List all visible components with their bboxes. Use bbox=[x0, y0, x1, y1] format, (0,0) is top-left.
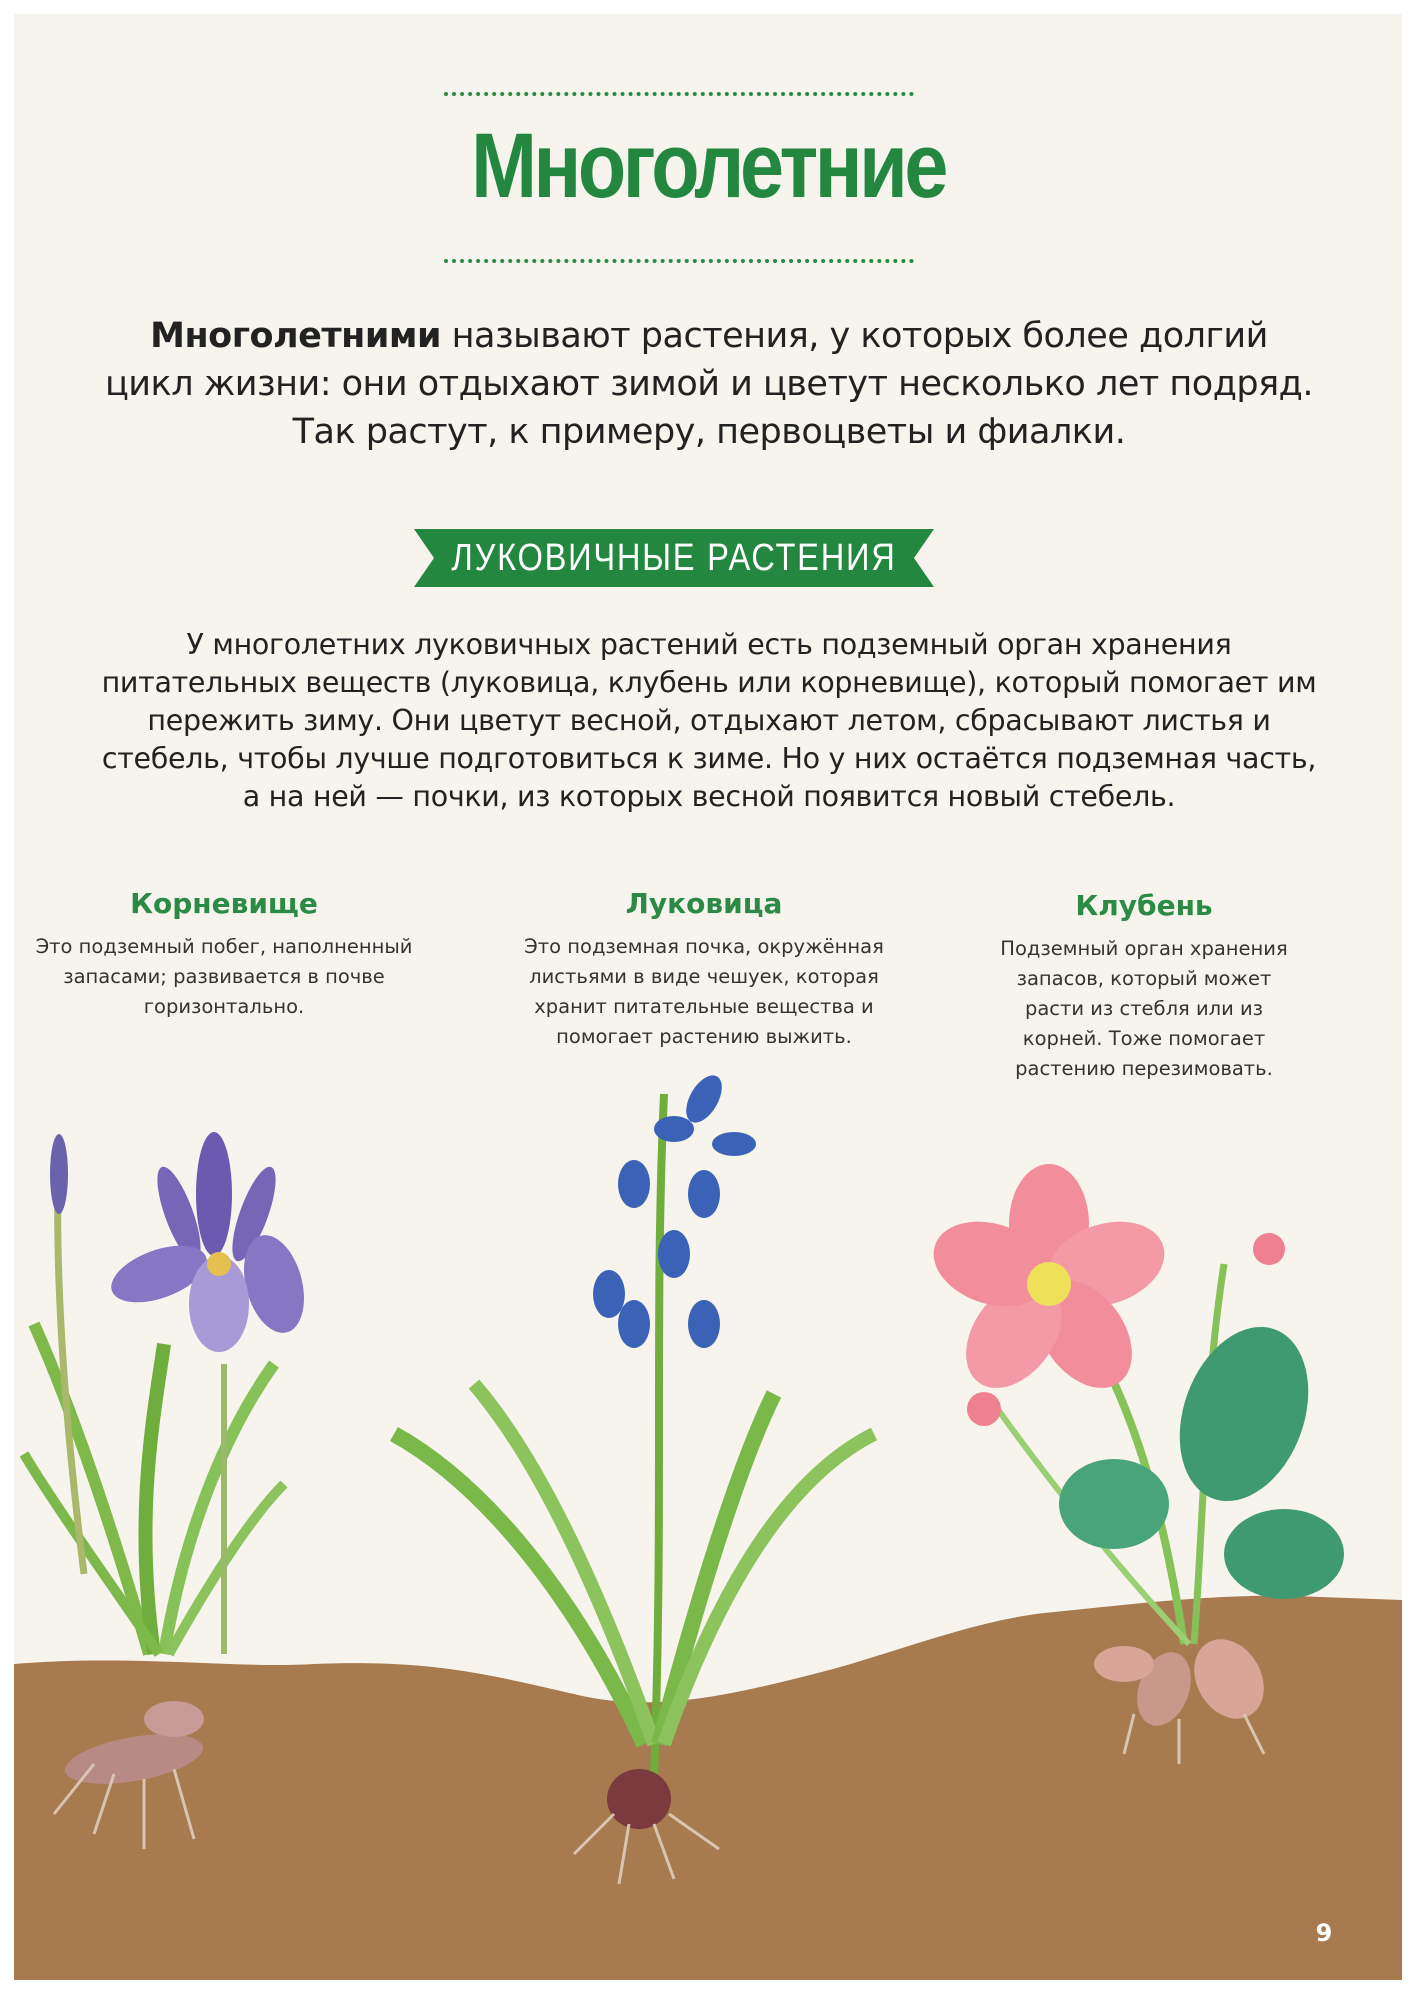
heading-tuber: Клубень bbox=[1075, 889, 1213, 922]
section-title: ЛУКОВИЧНЫЕ РАСТЕНИЯ bbox=[451, 537, 897, 579]
text-bulb: Это подземная почка, окружённая листьями в виде чешуек, которая хранит питательные вещества и помогает растению выжить. bbox=[524, 935, 884, 1048]
section-description: У многолетних луковичных растений есть подземный орган хранения питательных веществ (луковица, клубень или корневище), который помогает им пережить зиму. Они цветут весной, отдыхают летом, сбрасывают листья и стебель, чтобы лучше подготовиться к зиме. Но у них остаётся подземная часть, а на ней — почки, из которых весной появится новый стебель. bbox=[101, 628, 1317, 813]
page-title: Многолетние bbox=[471, 115, 945, 217]
heading-rhizome: Корневище bbox=[130, 887, 318, 920]
intro-bold-term: Многолетними bbox=[150, 316, 442, 356]
plants-illustration bbox=[14, 14, 1402, 1980]
page-number: 9 bbox=[1315, 1919, 1333, 1947]
heading-bulb: Луковица bbox=[625, 887, 783, 920]
text-rhizome: Это подземный побег, наполненный запасами; развивается в почве горизонтально. bbox=[35, 935, 413, 1018]
intro-text: называют растения, у которых более долгий цикл жизни: они отдыхают зимой и цветут несколько лет подряд. Так растут, к примеру, первоцветы и фиалки. bbox=[104, 316, 1313, 452]
book-page bbox=[14, 14, 1402, 1980]
text-tuber: Подземный орган хранения запасов, который может расти из стебля или из корней. Тоже помогает растению перезимовать. bbox=[1000, 937, 1288, 1080]
